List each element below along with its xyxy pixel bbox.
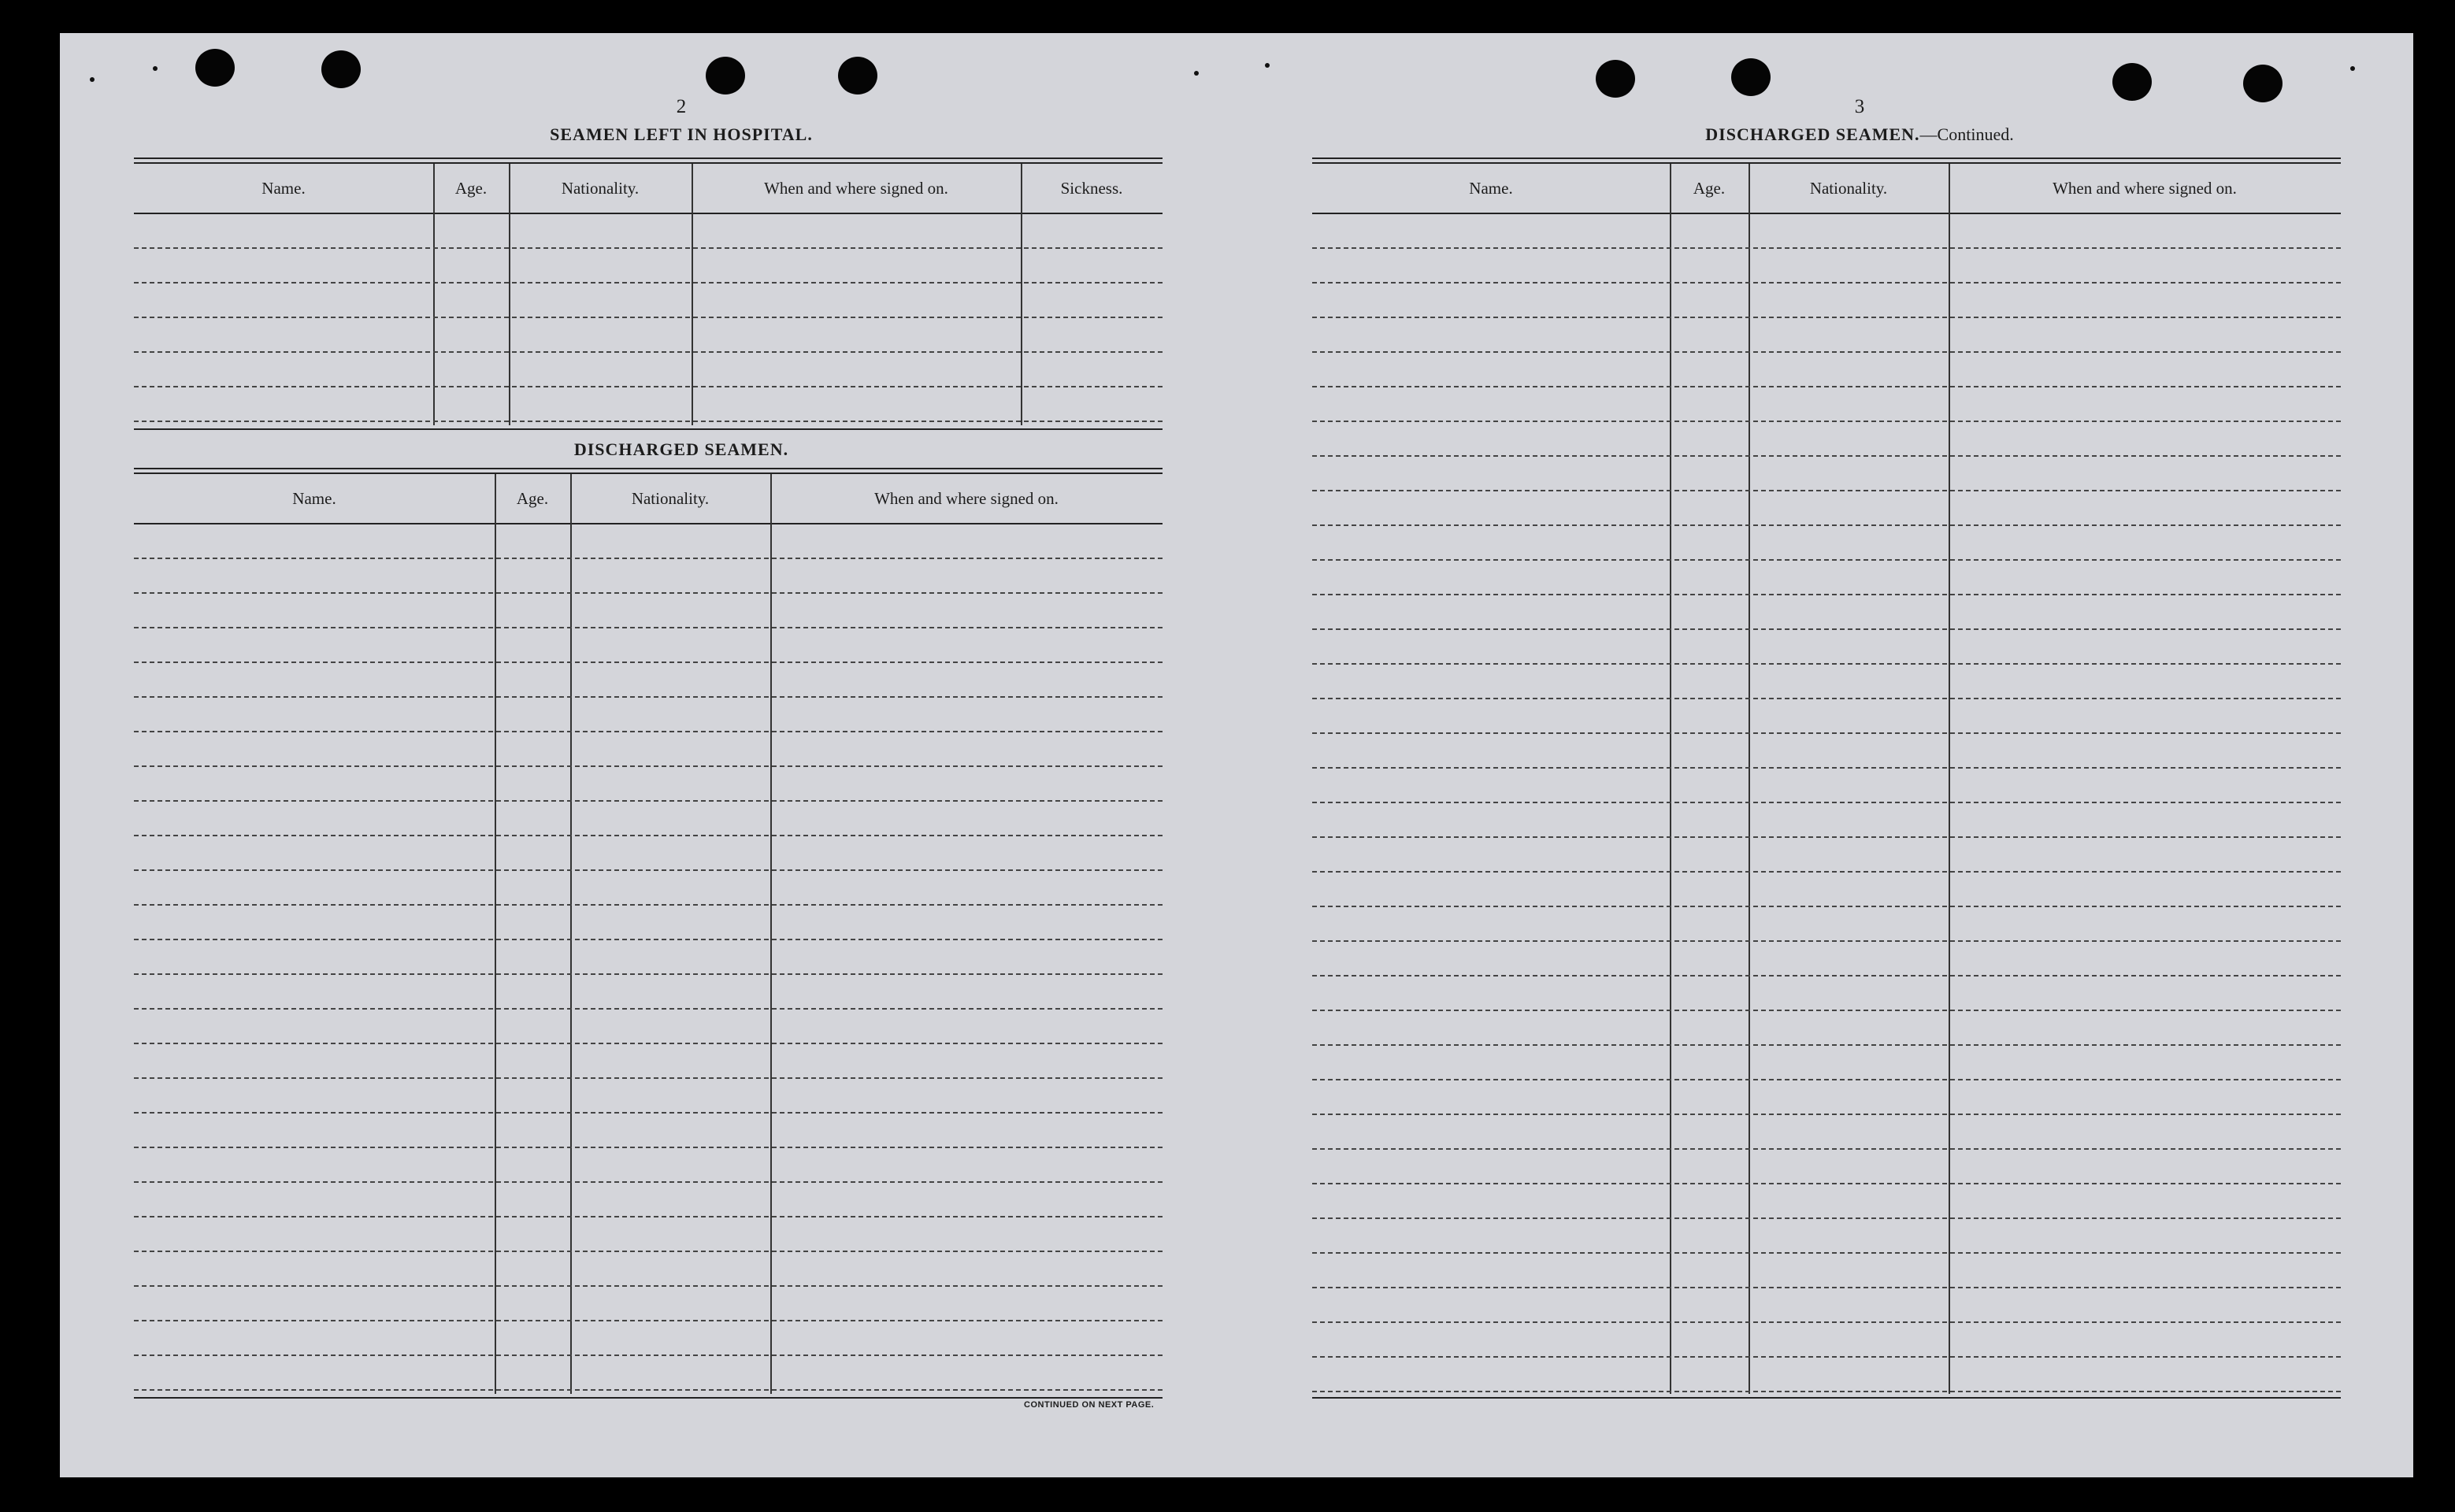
column-header: Age. (516, 489, 549, 508)
double-rule-top (134, 158, 1163, 159)
page-number: 3 (1854, 96, 1865, 117)
blank-entry-row[interactable] (1312, 698, 2341, 699)
header-rule (1312, 213, 2341, 214)
punch-hole (2112, 63, 2152, 101)
blank-entry-row[interactable] (134, 421, 1163, 422)
blank-entry-row[interactable] (1312, 559, 2341, 561)
column-divider (1949, 164, 1950, 1394)
blank-entry-row[interactable] (1312, 836, 2341, 838)
blank-entry-row[interactable] (134, 558, 1163, 559)
blank-entry-row[interactable] (1312, 732, 2341, 734)
punch-hole (195, 49, 235, 87)
discharged-continued-title (1312, 124, 2407, 145)
blank-entry-row[interactable] (134, 696, 1163, 698)
punch-hole (1731, 58, 1771, 96)
speck (2350, 66, 2355, 71)
blank-entry-row[interactable] (1312, 1044, 2341, 1046)
blank-entry-row[interactable] (1312, 421, 2341, 422)
section-title-text: DISCHARGED SEAMEN. (1705, 124, 1920, 144)
column-header: When and where signed on. (874, 489, 1059, 508)
blank-entry-row[interactable] (1312, 871, 2341, 873)
blank-entry-row[interactable] (134, 386, 1163, 387)
column-divider (1749, 164, 1750, 1394)
page-number: 2 (676, 96, 687, 117)
blank-entry-row[interactable] (1312, 975, 2341, 976)
speck (153, 66, 158, 71)
blank-entry-row[interactable] (134, 1389, 1163, 1391)
blank-entry-row[interactable] (134, 592, 1163, 594)
blank-entry-row[interactable] (1312, 594, 2341, 595)
blank-entry-row[interactable] (134, 1216, 1163, 1217)
column-header: Name. (261, 179, 306, 198)
table-bottom-rule (134, 428, 1163, 430)
blank-entry-row[interactable] (134, 765, 1163, 767)
punch-hole (1596, 60, 1635, 98)
hospital-section-title: SEAMEN LEFT IN HOSPITAL. (550, 124, 813, 144)
column-divider (1670, 164, 1671, 1394)
column-header: Nationality. (561, 179, 640, 198)
blank-entry-row[interactable] (1312, 906, 2341, 907)
blank-entry-row[interactable] (1312, 1252, 2341, 1254)
blank-entry-row[interactable] (1312, 490, 2341, 491)
table-bottom-rule (134, 1397, 1163, 1399)
blank-entry-row[interactable] (134, 627, 1163, 628)
blank-entry-row[interactable] (1312, 351, 2341, 353)
blank-entry-row[interactable] (134, 800, 1163, 802)
blank-entry-row[interactable] (134, 1077, 1163, 1079)
continued-note: CONTINUED ON NEXT PAGE. (1024, 1400, 1155, 1410)
blank-entry-row[interactable] (1312, 802, 2341, 803)
column-header: Name. (1469, 179, 1513, 198)
column-divider (770, 474, 772, 1394)
blank-entry-row[interactable] (134, 835, 1163, 836)
column-header: Nationality. (631, 489, 710, 508)
column-header: Nationality. (1809, 179, 1888, 198)
blank-entry-row[interactable] (1312, 524, 2341, 526)
blank-entry-row[interactable] (134, 247, 1163, 249)
blank-entry-row[interactable] (1312, 940, 2341, 942)
column-header: Age. (454, 179, 488, 198)
blank-entry-row[interactable] (134, 939, 1163, 940)
double-rule-top (134, 468, 1163, 469)
blank-entry-row[interactable] (1312, 247, 2341, 249)
blank-entry-row[interactable] (1312, 1287, 2341, 1288)
blank-entry-row[interactable] (134, 1043, 1163, 1044)
punch-hole (321, 50, 361, 88)
header-rule (134, 213, 1163, 214)
column-divider (570, 474, 572, 1394)
blank-entry-row[interactable] (1312, 1391, 2341, 1392)
blank-entry-row[interactable] (134, 662, 1163, 663)
blank-entry-row[interactable] (134, 1354, 1163, 1356)
blank-entry-row[interactable] (1312, 455, 2341, 457)
blank-entry-row[interactable] (1312, 317, 2341, 318)
header-rule (134, 523, 1163, 524)
blank-entry-row[interactable] (1312, 1217, 2341, 1219)
blank-entry-row[interactable] (134, 1285, 1163, 1287)
blank-entry-row[interactable] (1312, 628, 2341, 630)
blank-entry-row[interactable] (134, 869, 1163, 871)
discharged-section-title: DISCHARGED SEAMEN. (573, 439, 789, 459)
punch-hole (838, 57, 877, 94)
speck (90, 77, 95, 82)
blank-entry-row[interactable] (1312, 767, 2341, 769)
column-header: Name. (292, 489, 336, 508)
blank-entry-row[interactable] (134, 904, 1163, 906)
document-sheet (60, 33, 2413, 1477)
blank-entry-row[interactable] (1312, 386, 2341, 387)
blank-entry-row[interactable] (1312, 663, 2341, 665)
blank-entry-row[interactable] (134, 1147, 1163, 1148)
blank-entry-row[interactable] (1312, 1079, 2341, 1080)
blank-entry-row[interactable] (134, 1251, 1163, 1252)
column-header: When and where signed on. (764, 179, 948, 198)
blank-entry-row[interactable] (1312, 1183, 2341, 1184)
punch-hole (706, 57, 745, 94)
speck (1265, 63, 1270, 68)
blank-entry-row[interactable] (134, 1181, 1163, 1183)
blank-entry-row[interactable] (1312, 1356, 2341, 1358)
section-title-suffix: —Continued. (1919, 124, 2014, 144)
speck (1194, 71, 1199, 76)
blank-entry-row[interactable] (134, 317, 1163, 318)
column-header: When and where signed on. (2053, 179, 2237, 198)
blank-entry-row[interactable] (1312, 1010, 2341, 1011)
blank-entry-row[interactable] (134, 1112, 1163, 1114)
blank-entry-row[interactable] (1312, 282, 2341, 284)
column-divider (495, 474, 496, 1394)
blank-entry-row[interactable] (134, 731, 1163, 732)
table-bottom-rule (1312, 1397, 2341, 1399)
blank-entry-row[interactable] (134, 973, 1163, 975)
blank-entry-row[interactable] (1312, 1321, 2341, 1323)
blank-entry-row[interactable] (1312, 1114, 2341, 1115)
blank-entry-row[interactable] (134, 282, 1163, 284)
blank-entry-row[interactable] (134, 1320, 1163, 1321)
column-header: Sickness. (1060, 179, 1123, 198)
blank-entry-row[interactable] (134, 1008, 1163, 1010)
blank-entry-row[interactable] (1312, 1148, 2341, 1150)
double-rule-top (1312, 158, 2341, 159)
column-header: Age. (1693, 179, 1726, 198)
blank-entry-row[interactable] (134, 351, 1163, 353)
